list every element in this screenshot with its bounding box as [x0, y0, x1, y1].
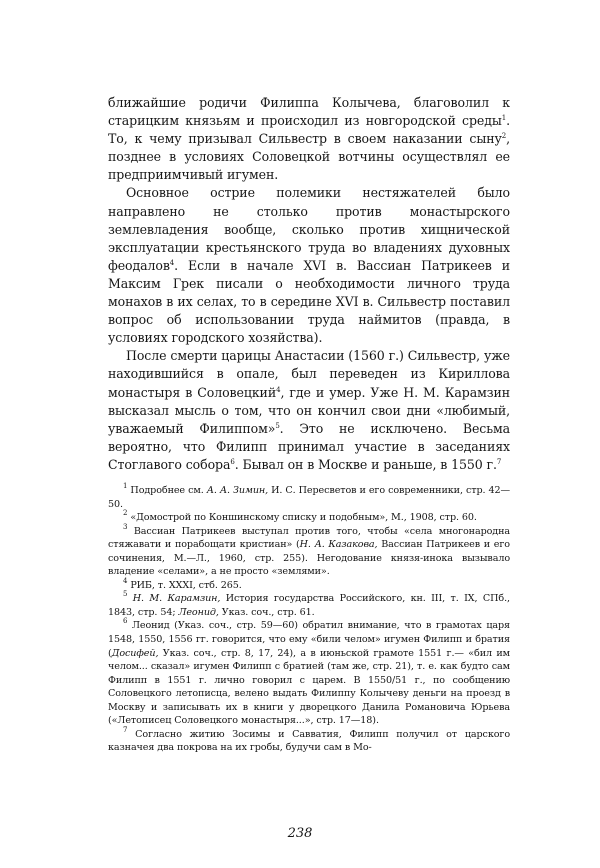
- footnote-ref-1: 1: [501, 114, 507, 123]
- footnote-ref-2: 2: [501, 132, 507, 141]
- footnote-ref-3: 4: [169, 258, 175, 267]
- footnote-number: 7: [123, 725, 128, 734]
- footnote-2: $^2$ «Домострой по Коншинскому списку и подобным», М., 1908, стр. 60.: [123, 509, 477, 524]
- footnotes: [108, 481, 511, 755]
- footnote-ref-5: 5: [275, 421, 280, 430]
- footnote-number: 4: [123, 576, 128, 585]
- footnote-1: $^1$ Подробнее см. А. А. Зимин, И. С. Пересветов и его современники, стр. 42—50.: [108, 481, 510, 510]
- paragraph-2: Основное острие полемики нестяжателей было направлено не столько против монастырского землевладения вообще, сколько против хищнической эксплуатации крестьянского труда во владениях духовных феодалов$^4$. Если в начале XVI в. Вассиан Патрикеев и Максим Грек писали о необходимости личного труда монахов в их селах, то в середине XVI в. Сильвестр поставил вопрос об использовании труда наймитов (правда, в условиях городского хозяйства).: [108, 185, 510, 346]
- page-number: 238: [287, 826, 313, 841]
- paragraph-1: ближайшие родичи Филиппа Колычева, благоволил к старицким князьям и происходил из новгородской среды$^1$. То, к чему призывал Сильвестр в своем наказании сыну$^2$, позднее в условиях Соловецкой вотчины осуществлял ее предприимчивый игумен.: [108, 95, 510, 183]
- footnote-6: $^6$ Леонид (Указ. соч., стр. 59—60) обратил внимание, что в грамотах царя 1548, 1550, 1556 гг. говорится, что ему «били челом» игумен Филипп и братия (Досифей, Указ. соч., стр. 8, 17, 24), а в июньской грамоте 1551 г.— «бил им челом... сказал» игумен Филипп с братией (там же, стр. 21), т. е. как будто сам Филипп в 1551 г. лично говорил с царем. В 1550/51 г., по сообщению Соловецкого летописца, велено выдать Филиппу Колычеву деньги на проезд в Москву и записывать их в книги у дворецкого Данила Романовича Юрьева («Летописец Соловецкого монастыря...», стр. 17—18).: [108, 617, 510, 727]
- footnote-number: 3: [123, 522, 128, 531]
- paragraph-3: После смерти царицы Анастасии (1560 г.) Сильвестр, уже находившийся в опале, был переведен из Кириллова монастыря в Соловецкий$^4$, где и умер. Уже Н. М. Карамзин высказал мысль о том, что он кончил свои дни «любимый, уважаемый Филиппом»$^5$. Это не исключено. Весьма вероятно, что Филипп принимал участие в заседаниях Стоглавого собора$^6$. Бывал он в Москве и раньше, в 1550 г.$^7$: [108, 348, 511, 472]
- footnote-ref-7: 7: [496, 457, 502, 466]
- footnote-ref-4: 4: [276, 385, 281, 394]
- footnote-3: $^3$ Вассиан Патрикеев выступал против того, чтобы «села многонародна стяжавати и порабощати кристиан» (Н. А. Казакова, Вассиан Патрикеев и его сочинения, М.—Л., 1960, стр. 255). Негодование князя-инока вызывало владение «селами», а не просто «землями».: [108, 522, 511, 578]
- book-page: [108, 94, 510, 755]
- footnote-number: 6: [123, 617, 128, 626]
- footnote-7: $^7$ Согласно житию Зосимы и Савватия, Филипп получил от царского казначея два покрова на их гробы, будучи сам в Мо-: [108, 725, 510, 754]
- footnote-number: 2: [123, 509, 128, 518]
- footnote-number: 1: [123, 481, 128, 490]
- footnote-5: $^5$ Н. М. Карамзин, История государства Российского, кн. III, т. IX, СПб., 1843, стр. 54; Леонид, Указ. соч., стр. 61.: [108, 590, 510, 618]
- main-text: [108, 94, 510, 474]
- footnote-ref-6: 6: [230, 457, 235, 466]
- footnote-4: $^4$ РИБ, т. XXXI, стб. 265.: [123, 576, 242, 591]
- footnote-number: 5: [123, 590, 128, 599]
